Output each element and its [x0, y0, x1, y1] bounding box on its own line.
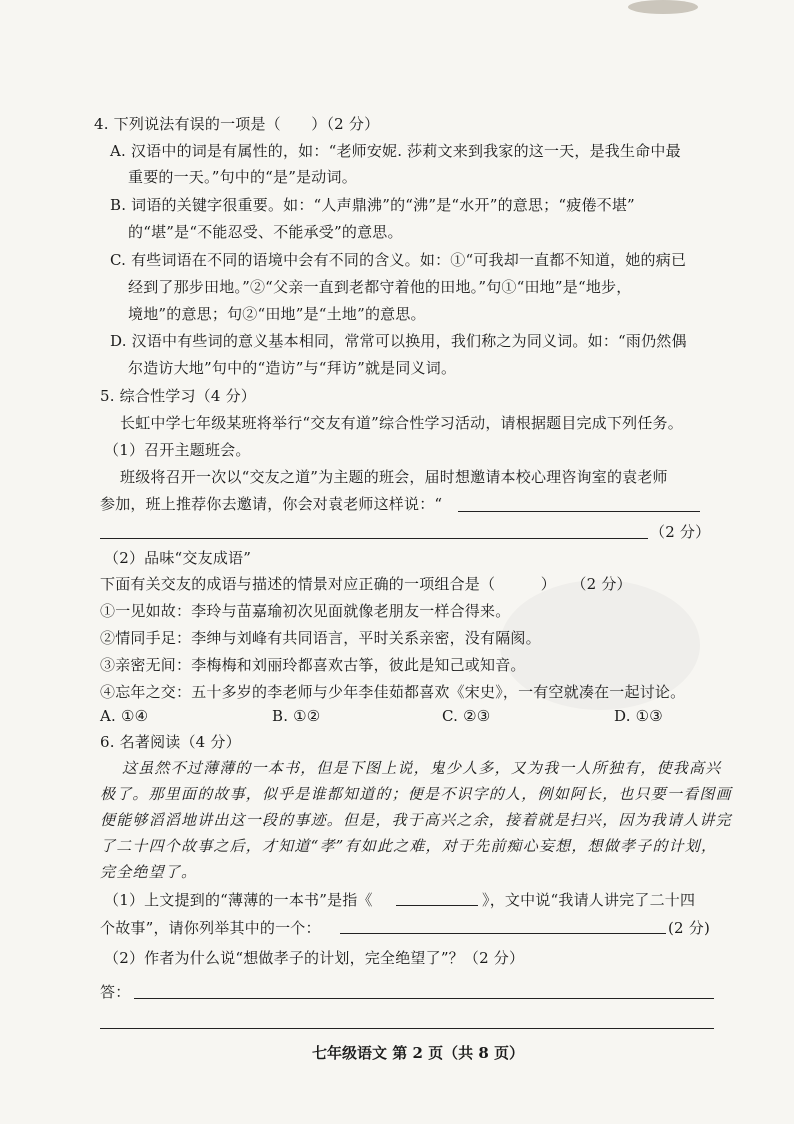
q4-option-c-line3: 境地”的意思；句②“田地”是“土地”的意思。 [128, 305, 426, 323]
q6-part2-question: （2）作者为什么说“想做孝子的计划，完全绝望了”？（2 分） [104, 949, 525, 967]
q5-part2-question: 下面有关交友的成语与描述的情景对应正确的一项组合是（ ） （2 分） [100, 575, 632, 593]
q5-intro: 长虹中学七年级某班将举行“交友有道”综合性学习活动，请根据题目完成下列任务。 [120, 414, 683, 432]
q4-option-c-line2: 经到了那步田地。”②“父亲一直到老都守着他的田地。”句①“田地”是“地步， [128, 278, 632, 296]
q6-answer-label: 答： [100, 983, 131, 1001]
q6-story-answer-blank[interactable] [340, 933, 666, 934]
q5-option-a[interactable]: A. ①④ [100, 707, 149, 725]
q5-part1-score: （2 分） [650, 523, 711, 541]
q6-stem: 6. 名著阅读（4 分） [100, 733, 241, 751]
q5-part1-line2: 参加，班上推荐你去邀请，你会对袁老师这样说：“ [100, 495, 443, 513]
q5-idiom-item: ④忘年之交：五十多岁的李老师与少年李佳茹都喜欢《宋史》，一有空就凑在一起讨论。 [100, 683, 686, 701]
q5-option-b[interactable]: B. ①② [272, 707, 321, 725]
q4-stem: 4. 下列说法有误的一项是（ ）（2 分） [94, 115, 380, 133]
q6-answer-line[interactable] [100, 1028, 714, 1029]
q4-option-b-line2: 的“堪”是“不能忍受、不能承受”的意思。 [128, 223, 403, 241]
q4-option-a-line2: 重要的一天。”句中的“是”是动词。 [128, 168, 357, 186]
page-footer: 七年级语文 第 2 页（共 8 页） [312, 1044, 524, 1062]
q6-passage-line: 了二十四个故事之后，才知道“孝”有如此之难，对于先前痴心妄想，想做孝子的计划， [100, 837, 718, 855]
q4-option-b-line1: B. 词语的关键字很重要。如：“人声鼎沸”的“沸”是“水开”的意思；“疲倦不堪” [110, 196, 635, 214]
scan-smudge [628, 0, 698, 14]
q5-part1-answer-blank[interactable] [458, 511, 700, 512]
q6-answer-line[interactable] [134, 998, 714, 999]
q6-part1-text-b: 》，文中说“我请人讲完了二十四 [482, 891, 696, 909]
q5-idiom-item: ②情同手足：李绅与刘峰有共同语言，平时关系亲密，没有隔阂。 [100, 629, 541, 647]
q4-option-c-line1: C. 有些词语在不同的语境中会有不同的含义。如：①“可我却一直都不知道，她的病已 [110, 251, 687, 269]
q6-book-title-blank[interactable] [396, 905, 478, 906]
q5-part1-answer-blank[interactable] [100, 538, 648, 539]
q6-part1-text-c: 个故事”，请你列举其中的一个： [100, 919, 321, 937]
q4-option-a-line1: A. 汉语中的词是有属性的，如：“老师安妮. 莎莉文来到我家的这一天，是我生命中最 [110, 142, 681, 160]
q6-passage-line: 极了。那里面的故事，似乎是谁都知道的；便是不识字的人，例如阿长，也只要一看图画 [100, 785, 732, 803]
q6-passage-line: 便能够滔滔地讲出这一段的事迹。但是，我于高兴之余，接着就是扫兴，因为我请人讲完 [100, 811, 732, 829]
q4-option-d-line2: 尔造访大地”句中的“造访”与“拜访”就是同义词。 [128, 359, 457, 377]
q5-idiom-item: ③亲密无间：李梅梅和刘丽玲都喜欢古筝，彼此是知己或知音。 [100, 656, 526, 674]
q6-part1-text-a: （1）上文提到的“薄薄的一本书”是指《 [104, 891, 373, 909]
q5-part1-line1: 班级将召开一次以“交友之道”为主题的班会，届时想邀请本校心理咨询室的袁老师 [120, 468, 668, 486]
q5-option-c[interactable]: C. ②③ [442, 707, 491, 725]
q6-part1-score: (2 分) [668, 919, 711, 937]
q6-passage-line: 这虽然不过薄薄的一本书，但是下图上说，鬼少人多，又为我一人所独有，使我高兴 [122, 759, 722, 777]
q5-part1-title: （1）召开主题班会。 [104, 441, 251, 459]
q4-option-d-line1: D. 汉语中有些词的意义基本相同，常常可以换用，我们称之为同义词。如：“雨仍然偶 [110, 332, 687, 350]
q6-passage-line: 完全绝望了。 [100, 863, 198, 881]
q5-option-d[interactable]: D. ①③ [614, 707, 663, 725]
q5-idiom-item: ①一见如故：李玲与苗嘉瑜初次见面就像老朋友一样合得来。 [100, 602, 511, 620]
q5-stem: 5. 综合性学习（4 分） [100, 387, 256, 405]
q5-part2-title: （2）品味“交友成语” [104, 549, 252, 567]
